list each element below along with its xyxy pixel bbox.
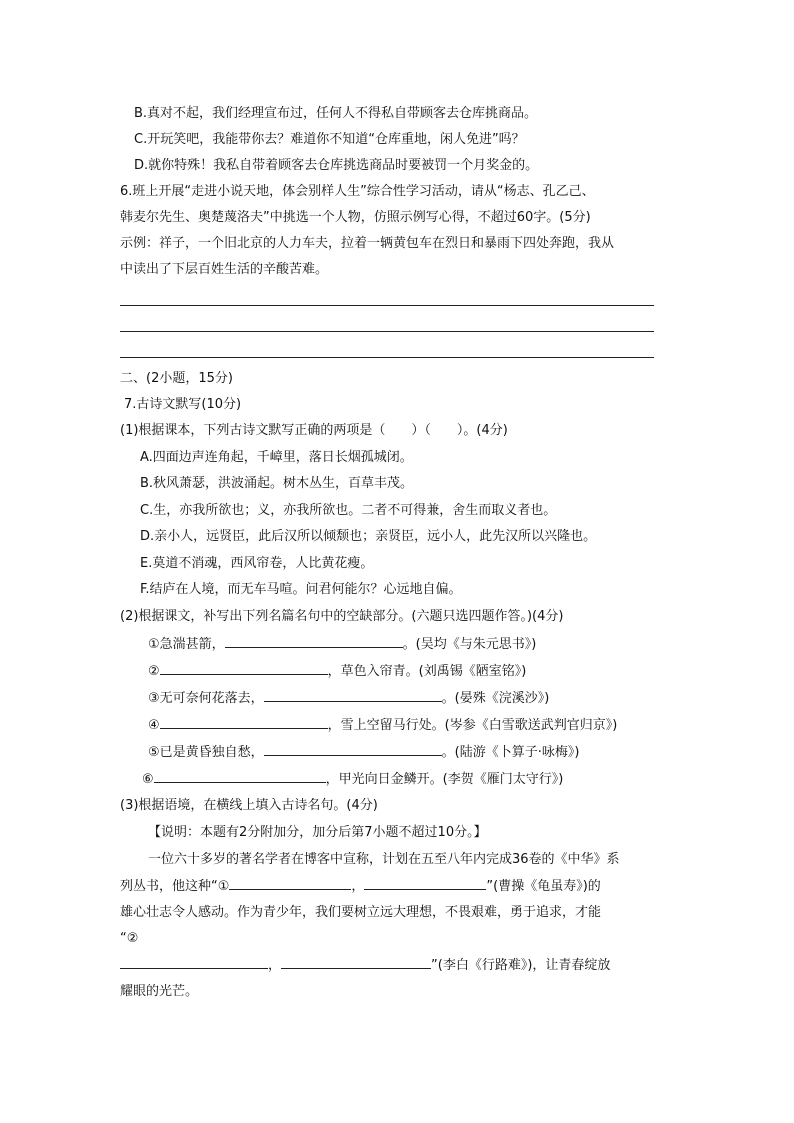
line5-comma: ， xyxy=(268,958,282,973)
q7-part2-stem: (2)根据课文，补写出下列名篇名句中的空缺部分。(六题只选四题作答。)(4分) xyxy=(120,609,564,624)
q6-line1: 6.班上开展“走进小说天地，体会别样人生”综合性学习活动，请从“杨志、孔乙己、 xyxy=(120,184,595,199)
q7-part2-item2 xyxy=(148,662,526,681)
section-heading: 二、(2小题，15分) xyxy=(120,371,233,386)
item3-blank[interactable] xyxy=(264,689,442,702)
q5-option-d: D.就你特殊！我私自带着顾客去仓库挑选商品时要被罚一个月奖金的。 xyxy=(134,158,539,173)
q7-part2-item1 xyxy=(148,635,536,654)
item5-blank[interactable] xyxy=(264,743,442,756)
q7-part3-text-line1: 一位六十多岁的著名学者在博客中宣称，计划在五至八年内完成36卷的《中华》系 xyxy=(148,852,620,867)
item2-blank[interactable] xyxy=(160,662,328,675)
blank-2b[interactable] xyxy=(281,956,431,969)
q6-line2: 韩麦尔先生、奥楚蔑洛夫”中挑选一个人物，仿照示例写心得，不超过60字。(5分) xyxy=(120,210,591,225)
q7-part2-item4 xyxy=(148,716,617,735)
line2-prefix: 列丛书，他这种“① xyxy=(120,879,230,894)
item6-suffix: ，甲光向日金鳞开。(李贺《雁门太守行》) xyxy=(325,772,564,787)
item4-suffix: ，雪上空留马行处。(岑参《白雪歌送武判官归京》) xyxy=(327,718,618,733)
line2-suffix: ”(曹操《龟虽寿》)的 xyxy=(486,879,601,894)
q7-part3-stem: (3)根据语境，在横线上填入古诗名句。(4分) xyxy=(120,798,378,813)
item4-blank[interactable] xyxy=(160,716,328,729)
q7-part1-option-d: D.亲小人，远贤臣，此后汉所以倾颓也；亲贤臣，远小人，此先汉所以兴隆也。 xyxy=(140,529,597,544)
answer-line-1[interactable] xyxy=(120,305,654,306)
answer-line-3[interactable] xyxy=(120,357,654,358)
q7-part3-text-line5 xyxy=(120,956,610,975)
line5-suffix: ”(李白《行路难》)，让青春绽放 xyxy=(431,958,611,973)
answer-line-2[interactable] xyxy=(120,331,654,332)
q7-part1-option-a: A.四面边声连角起，千嶂里，落日长烟孤城闭。 xyxy=(140,450,413,465)
item2-prefix: ② xyxy=(148,664,160,679)
item1-prefix: ①急湍甚箭， xyxy=(148,637,225,652)
item3-suffix: 。(晏殊《浣溪沙》) xyxy=(441,691,550,706)
q5-option-c: C.开玩笑吧，我能带你去？难道你不知道“仓库重地，闲人免进”吗？ xyxy=(134,132,525,147)
blank-1b[interactable] xyxy=(364,877,486,890)
q7-title: 7.古诗文默写(10分) xyxy=(124,397,242,412)
q7-part2-item3 xyxy=(148,689,549,708)
q6-example-line2: 中读出了下层百姓生活的辛酸苦难。 xyxy=(120,262,329,277)
q5-option-b: B.真对不起，我们经理宣布过，任何人不得私自带顾客去仓库挑商品。 xyxy=(134,106,538,121)
item6-prefix: ⑥ xyxy=(142,772,154,787)
q7-part3-note: 【说明：本题有2分附加分，加分后第7小题不超过10分。】 xyxy=(148,825,487,840)
q7-part3-text-line6: 耀眼的光芒。 xyxy=(120,984,199,999)
item2-suffix: ，草色入帘青。(刘禹锡《陋室铭》) xyxy=(327,664,527,679)
q7-part1-option-e: E.莫道不消魂，西风帘卷，人比黄花瘦。 xyxy=(140,556,374,571)
item4-prefix: ④ xyxy=(148,718,160,733)
blank-2a[interactable] xyxy=(120,956,268,969)
q7-part3-text-line3: 雄心壮志令人感动。作为青少年，我们要树立远大理想，不畏艰难，勇于追求，才能 xyxy=(120,905,602,920)
q7-part3-text-line4: “② xyxy=(120,931,139,946)
line2-comma: ， xyxy=(351,879,365,894)
q7-part3-text-line2 xyxy=(120,877,601,896)
blank-1a[interactable] xyxy=(229,877,351,890)
item1-blank[interactable] xyxy=(225,635,403,648)
q6-example-line1: 示例：祥子，一个旧北京的人力车夫，拉着一辆黄包车在烈日和暴雨下四处奔跑，我从 xyxy=(120,236,615,251)
q7-part1-option-c: C.生，亦我所欲也；义，亦我所欲也。二者不可得兼，舍生而取义者也。 xyxy=(140,503,557,518)
item5-prefix: ⑤已是黄昏独自愁， xyxy=(148,745,264,760)
q7-part1-option-f: F.结庐在人境，而无车马喧。问君何能尔？心远地自偏。 xyxy=(140,582,462,597)
q7-part2-item5 xyxy=(148,743,579,762)
item5-suffix: 。(陆游《卜算子·咏梅》) xyxy=(441,745,580,760)
q7-part2-item6 xyxy=(142,770,563,789)
item6-blank[interactable] xyxy=(154,770,326,783)
item3-prefix: ③无可奈何花落去， xyxy=(148,691,264,706)
q7-part1-stem: (1)根据课本，下列古诗文默写正确的两项是（ ）（ ）。(4分) xyxy=(120,423,508,438)
q7-part1-option-b: B.秋风萧瑟，洪波涌起。树木丛生，百草丰茂。 xyxy=(140,476,414,491)
item1-suffix: 。(吴均《与朱元思书》) xyxy=(402,637,537,652)
